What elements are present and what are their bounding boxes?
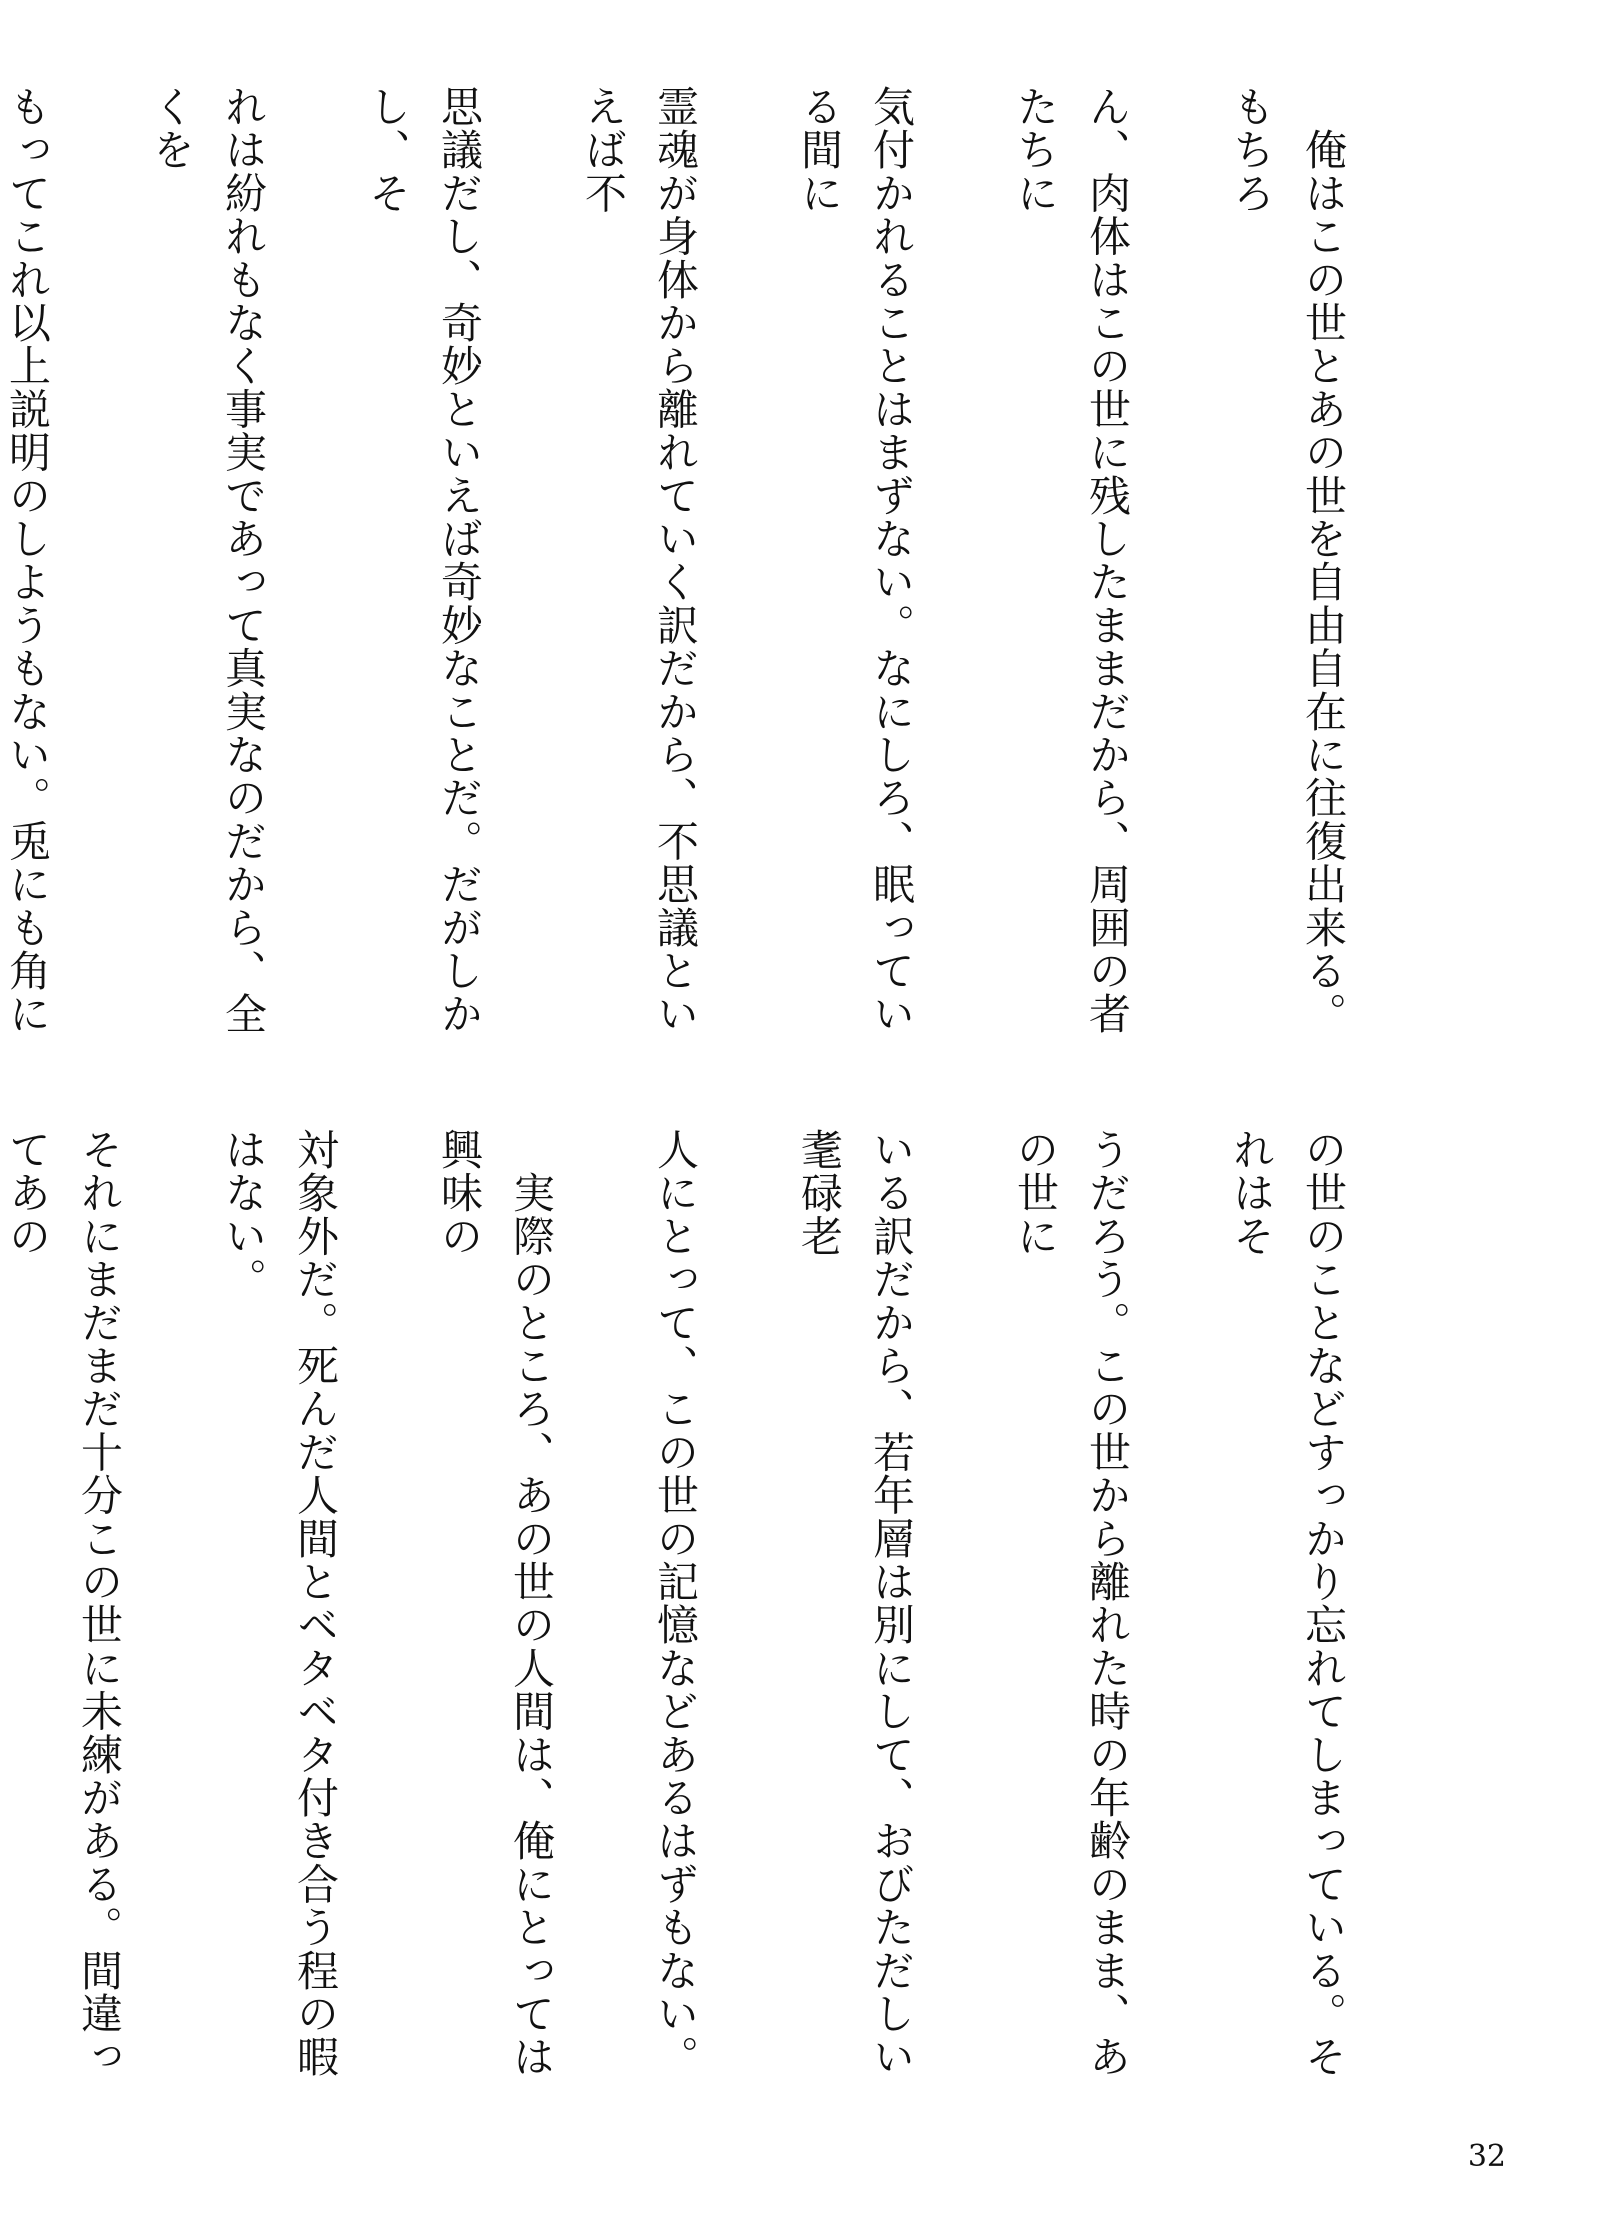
text-column: ん、肉体はこの世に残したままだから、周囲の者たちに xyxy=(1011,85,1132,1036)
text-block-lower xyxy=(3,1128,1431,2108)
text-column: 霊魂が身体から離れていく訳だから、不思議といえば不 xyxy=(579,85,700,1036)
text-column: れは紛れもなく事実であって真実なのだから、全くを xyxy=(147,85,268,1036)
page-number: 32 xyxy=(1467,2139,1506,2174)
text-column: それにまだまだ十分この世に未練がある。間違ってあの xyxy=(3,1128,124,2079)
text-column: 思議だし、奇妙といえば奇妙なことだ。だがしかし、そ xyxy=(363,85,484,1036)
text-block-upper xyxy=(3,85,1431,1065)
text-column: 気付かれることはまずない。なにしろ、眠っている間に xyxy=(795,85,916,1036)
text-column: 人にとって、この世の記憶などあるはずもない。 xyxy=(651,1128,700,2079)
text-column: 対象外だ。死んだ人間とベタベタ付き合う程の暇はない。 xyxy=(219,1128,340,2079)
text-column: もってこれ以上説明のしようもない。兎にも角に xyxy=(3,85,52,1036)
text-column: いる訳だから、若年層は別にして、おびただしい耄碌老 xyxy=(795,1128,916,2079)
text-column: 俺はこの世とあの世を自由自在に往復出来る。もちろ xyxy=(1227,85,1348,1036)
text-column: うだろう。この世から離れた時の年齢のまま、あの世に xyxy=(1011,1128,1132,2079)
text-column: 実際のところ、あの世の人間は、俺にとっては興味の xyxy=(435,1128,556,2079)
text-column: の世のことなどすっかり忘れてしまっている。それはそ xyxy=(1227,1128,1348,2079)
